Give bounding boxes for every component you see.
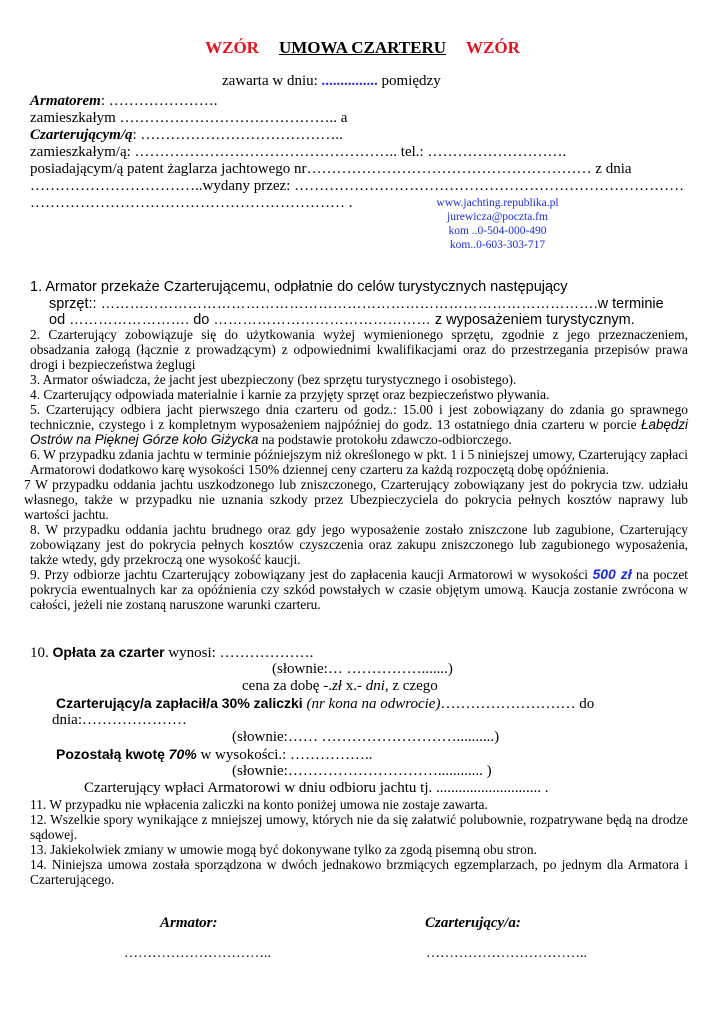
armator-label: Armatorem <box>30 93 101 109</box>
clause-1: 1. Armator przekaże Czarterującemu, odpłatnie do celów turystycznych następujący sprzęt:: ………………………………………………………………………………………….w terminie od ……………………. do ……………………………………… z wyposażeniem turystycznym. <box>30 279 664 328</box>
signature-armator-field[interactable]: ………………………….. <box>124 946 271 961</box>
zaliczka-line: Czarterujący/a zapłacił/a 30% zaliczki (nr kona na odwrocie)……………………… do <box>56 695 595 712</box>
slownie-1[interactable]: (słownie:… …………….......) <box>272 661 453 677</box>
phone-2: kom..0-603-303-717 <box>449 239 546 251</box>
slownie-3[interactable]: (słownie:…………………………............ ) <box>232 763 492 779</box>
kaucja-amount: 500 zł <box>592 566 632 582</box>
signature-czarterujacy-field[interactable]: …………………………….. <box>426 946 587 961</box>
wzor-right: WZÓR <box>466 38 520 57</box>
clause-4: 4. Czarterujący odpowiada materialnie i karnie za przyjęty sprzęt oraz bezpieczeństwo pływania. <box>30 387 550 402</box>
dots-line[interactable]: ……………………………………………………… . <box>30 195 353 211</box>
signature-armator-label: Armator: <box>160 915 218 931</box>
clause-10: 10. Opłata za czarter wynosi: ………………. <box>30 644 314 661</box>
slownie-2[interactable]: (słownie:…… ………………………..........) <box>232 729 500 745</box>
clause-3: 3. Armator oświadcza, że jacht jest ubezpieczony (bez sprzętu turystycznego i osobistego). <box>30 372 517 387</box>
clause-12: 12. Wszelkie spory wynikające z mniejszej umowy, których nie da się załatwić polubownie, rozpatrywane będą na drodze sądowej. <box>30 812 688 842</box>
czarterujacy-label: Czarterującym/ą <box>30 127 133 143</box>
clause-2: 2. Czarterujący zobowiązuje się do użytkowania wyżej wymienionego sprzętu, zgodnie z jego przeznaczeniem, obsadzania załogą (łącznie z prowadzącym) z odpowiednimi kwalifikacjami oraz do przestrzegania przepisów prawa drogi i bezpieczeństwa żeglugi <box>30 327 688 372</box>
armator-field[interactable]: : …………………. <box>100 93 218 109</box>
zawarta-line: zawarta w dniu: ............... pomiędzy <box>222 73 441 89</box>
clause-13: 13. Jakiekolwiek zmiany w umowie mogą być dokonywane tylko za zgodą pisemną obu stron. <box>30 842 537 857</box>
signature-czarterujacy-label: Czarterujący/a: <box>425 915 521 931</box>
clause-11: 11. W przypadku nie wpłacenia zaliczki na konto poniżej umowa nie zostaje zawarta. <box>30 797 488 812</box>
email-link[interactable]: jurewicza@poczta.fm <box>447 211 548 223</box>
patent-line[interactable]: posiadającym/ą patent żaglarza jachtowego nr………………………………………………… z dnia <box>30 161 632 177</box>
czarterujacy-field[interactable]: : ………………………………….. <box>132 127 343 143</box>
dnia-field[interactable]: dnia:………………… <box>52 712 187 728</box>
website-link[interactable]: www.jachting.republika.pl <box>436 197 559 209</box>
document-title <box>0 38 725 58</box>
clause-6: 6. W przypadku zdania jachtu w terminie późniejszym niż określonego w pkt. 1 i 5 niniejszej umowy, Czarterujący zapłaci Armatorowi dodatkowo karę wysokości 150% dziennej ceny czarteru za każdą rozpoczętą dobę opóźnienia. <box>30 447 688 477</box>
port-name: Łabędzi Ostrów na Pięknej Górze koło Giżycka <box>30 417 688 447</box>
zamieszkalym-line[interactable]: zamieszkałym …………………………………….. a <box>30 110 348 126</box>
pozostala-line: Pozostałą kwotę 70% w wysokości.: …………….. <box>56 746 373 763</box>
date-field[interactable]: ............... <box>321 73 378 89</box>
address-phone-line[interactable]: zamieszkałym/ą: …………………………………………….. tel.: ………………………. <box>30 144 567 160</box>
wplaci-line[interactable]: Czarterujący wpłaci Armatorowi w dniu odbioru jachtu tj. ............................ . <box>84 780 549 796</box>
final-clauses <box>30 797 688 887</box>
clause-8: 8. W przypadku oddania jachtu brudnego oraz gdy jego wyposażenie zostało zniszczone lub zagubione, Czarterujący zobowiązany jest do pokrycia pełnych kosztów czyszczenia oraz zakupu zniszczonego lub zagubionego wyposażenia, także wtedy, gdy przekroczą one wysokość kaucji. <box>30 522 688 567</box>
wydany-line[interactable]: ……………………………..wydany przez: …………………………………………………………………… <box>30 178 685 194</box>
page-title: UMOWA CZARTERU <box>278 38 447 57</box>
phone-1: kom ..0-504-000-490 <box>448 225 547 237</box>
wzor-left: WZÓR <box>205 38 259 57</box>
contact-block <box>410 196 585 252</box>
clause-9: 9. Przy odbiorze jachtu Czarterujący zobowiązany jest do zapłacenia kaucji Armatorowi w wysokości 500 zł na poczet pokrycia ewentualnych kar za opóźnienia czy szkód powstałych w czasie objętym umową. Kaucja zostanie zwrócona w całości, jeżeli nie zostaną naruszone warunki czarteru. <box>30 566 689 612</box>
clause-7: 7 W przypadku oddania jachtu uszkodzonego lub zniszczonego, Czarterujący zobowiązany jest do pokrycia tzw. udziału własnego, także w przypadku nie uznania szkody przez Ubezpieczyciela do pokrycia pełnych kosztów naprawy lub wartości jachtu. <box>24 477 688 522</box>
clauses-block <box>24 327 689 612</box>
cena-line: cena za dobę -.zł x.- dni, z czego <box>242 678 438 694</box>
clause-5: 5. Czarterujący odbiera jacht pierwszego dnia czarteru od godz.: 15.00 i jest zobowiązany do zdania go sprawnego technicznie, czystego i z kompletnym wyposażeniem najpóźniej do godz. 13 ostatniego dnia czarteru w porcie Łabędzi Ostrów na Pięknej Górze koło Giżycka na podstawie protokołu zdawczo-odbiorczego. <box>30 402 688 447</box>
clause-14: 14. Niniejsza umowa została sporządzona w dwóch jednakowo brzmiących egzemplarzach, po jednym dla Armatora i Czarterującego. <box>30 857 688 887</box>
